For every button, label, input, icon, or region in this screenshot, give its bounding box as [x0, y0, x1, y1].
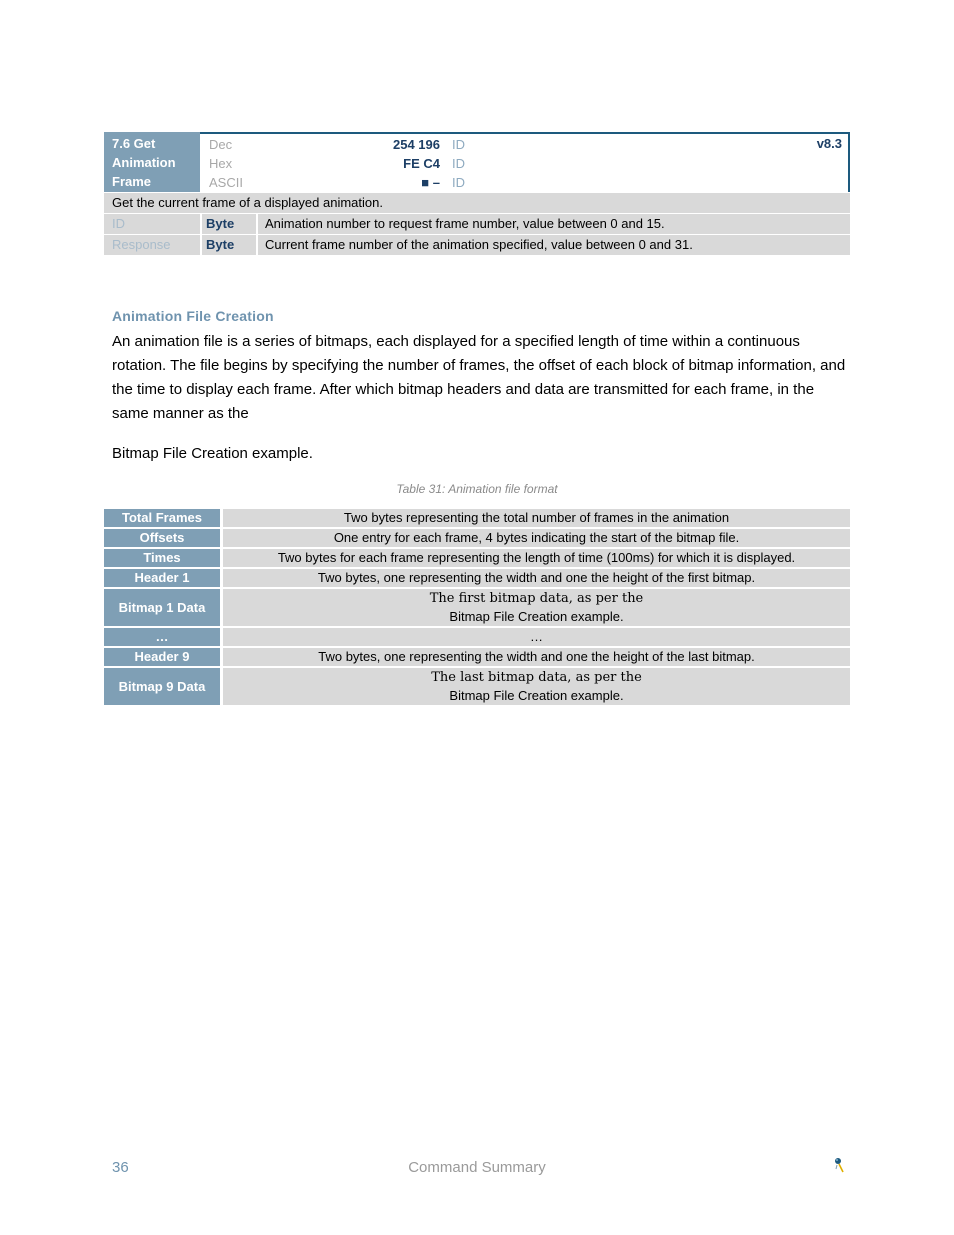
- table-row: [104, 647, 850, 667]
- table-row: [104, 667, 850, 706]
- row-key: …: [104, 627, 222, 647]
- code-row-hex: [200, 154, 848, 173]
- section-paragraph: An animation file is a series of bitmaps, each displayed for a specified length of time within a continuous rotation. The file begins by specifying the number of frames, the offset of each block of bitmap information, and the time to display each frame. After which bitmap headers and data are transmitted for each frame, in the same manner as the: [112, 333, 846, 422]
- table-row: [104, 568, 850, 588]
- code-id: ID: [452, 175, 465, 190]
- row-value: Two bytes, one representing the width and one the height of the last bitmap.: [222, 647, 851, 667]
- table-row: [104, 548, 850, 568]
- table-row: [104, 528, 850, 548]
- param-row: [104, 213, 850, 234]
- row-value: [222, 588, 851, 627]
- command-title-line: Animation: [112, 155, 176, 170]
- command-header: [104, 132, 850, 192]
- version-badge: v8.3: [816, 136, 842, 151]
- code-value: ■ –: [421, 175, 440, 190]
- section-title: Animation File Creation: [112, 308, 274, 324]
- row-value: One entry for each frame, 4 bytes indicating the start of the bitmap file.: [222, 528, 851, 548]
- command-title: [104, 132, 200, 192]
- param-type: Byte: [202, 214, 256, 234]
- row-key: Header 1: [104, 568, 222, 588]
- param-desc: Animation number to request frame number, value between 0 and 15.: [258, 214, 850, 234]
- row-value: [222, 667, 851, 706]
- command-codes: [200, 132, 850, 192]
- row-key: Bitmap 9 Data: [104, 667, 222, 706]
- row-key: Total Frames: [104, 509, 222, 528]
- row-key: Offsets: [104, 528, 222, 548]
- section-paragraph-continued: Bitmap File Creation example.: [112, 445, 313, 462]
- row-key: Bitmap 1 Data: [104, 588, 222, 627]
- row-key: Header 9: [104, 647, 222, 667]
- param-type: Byte: [202, 235, 256, 255]
- row-value: Two bytes representing the total number of frames in the animation: [222, 509, 851, 528]
- command-title-line: 7.6 Get: [112, 136, 156, 151]
- code-value: FE C4: [403, 156, 440, 171]
- param-name: ID: [104, 214, 200, 234]
- table-row: [104, 627, 850, 647]
- code-label: Dec: [209, 137, 233, 152]
- table-row: [104, 588, 850, 627]
- command-table: [104, 132, 850, 255]
- row-value: …: [222, 627, 851, 647]
- param-desc: Current frame number of the animation specified, value between 0 and 31.: [258, 235, 850, 255]
- row-key: Times: [104, 548, 222, 568]
- table-row: [104, 509, 850, 528]
- page-number: 36: [112, 1159, 129, 1176]
- row-value-line: The first bitmap data, as per the: [429, 590, 644, 606]
- code-label: Hex: [209, 156, 233, 171]
- param-row: [104, 234, 850, 255]
- code-value: 254 196: [393, 137, 440, 152]
- command-description: Get the current frame of a displayed animation.: [104, 192, 850, 213]
- code-row-dec: [200, 135, 848, 154]
- param-name: Response: [104, 235, 200, 255]
- table-caption: Table 31: Animation file format: [396, 482, 558, 496]
- footer-title: Command Summary: [408, 1159, 546, 1176]
- matrix-orbital-logo-icon: [832, 1156, 846, 1176]
- row-value: Two bytes, one representing the width and one the height of the first bitmap.: [222, 568, 851, 588]
- code-label: ASCII: [209, 175, 243, 190]
- animation-format-table: [104, 509, 850, 707]
- row-value-line: Bitmap File Creation example.: [449, 608, 624, 624]
- row-value-line: The last bitmap data, as per the: [431, 669, 642, 685]
- row-value: Two bytes for each frame representing the length of time (100ms) for which it is displayed.: [222, 548, 851, 568]
- command-title-line: Frame: [112, 174, 152, 189]
- row-value-line: Bitmap File Creation example.: [449, 687, 624, 703]
- code-id: ID: [452, 156, 465, 171]
- code-id: ID: [452, 137, 465, 152]
- code-row-ascii: [200, 173, 848, 192]
